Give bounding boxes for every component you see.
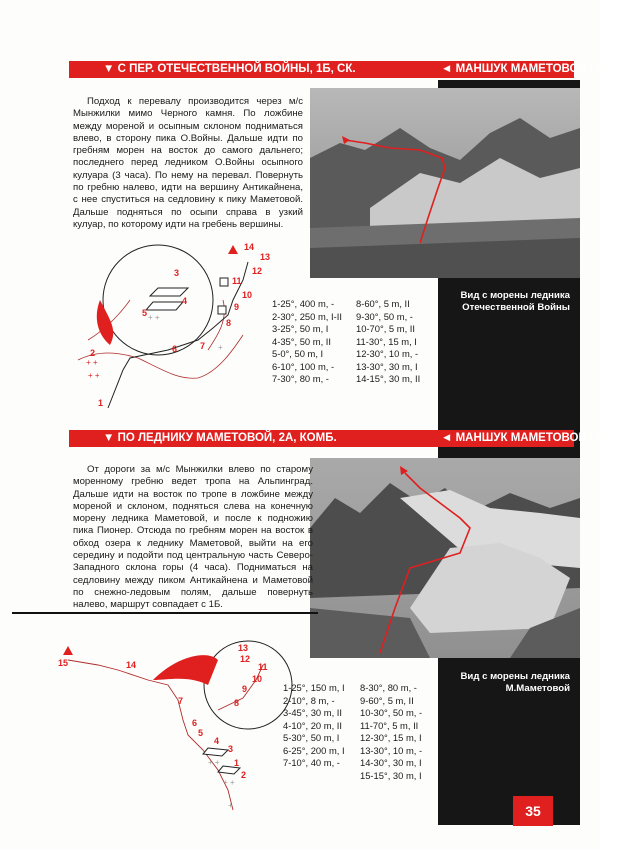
s1c1-row-6: 6-10°, 100 m, -: [272, 360, 335, 372]
svg-text:+ +: + +: [86, 358, 98, 367]
s2c2-row-3: 10-30°, 50 m, -: [360, 707, 423, 718]
diagram2-label-11: 11: [258, 662, 268, 672]
diagram2-label-4: 4: [214, 736, 220, 746]
section2-description: [73, 464, 313, 612]
diagram2-label-6: 6: [192, 718, 198, 728]
diagram1-label-13: 13: [260, 252, 271, 262]
diagram2-label-2: 2: [241, 770, 247, 780]
diagram1-label-4: 4: [182, 296, 188, 306]
diagram2-label-10: 10: [252, 674, 263, 684]
diagram1-label-7: 7: [200, 341, 206, 351]
s1c1-row-2: 2-30°, 250 m, I-II: [272, 310, 342, 322]
route-diagram-2: [58, 640, 278, 820]
s2c2-row-1: 8-30°, 80 m, -: [360, 682, 417, 693]
section1-right-title: ◄ МАНШУК МАМЕТОВОЙ (4194 М): [441, 63, 636, 75]
s2c2-row-2: 9-60°, 5 m, II: [360, 694, 414, 706]
section2-segments-col1: [283, 682, 345, 770]
section2-header: [69, 430, 636, 447]
diagram2-label-5: 5: [198, 728, 204, 738]
s2c1-row-3: 3-45°, 30 m, II: [283, 707, 342, 718]
s1c2-row-2: 9-30°, 50 m, -: [356, 310, 413, 322]
s1c1-row-1: 1-25°, 400 m, -: [272, 298, 335, 309]
s1c1-row-4: 4-35°, 50 m, II: [272, 335, 331, 347]
diagram1-label-12: 12: [252, 266, 263, 276]
caption2-line2: М.Маметовой: [505, 683, 570, 694]
svg-text:+ +: + +: [223, 778, 235, 787]
horizontal-rule: [12, 612, 318, 614]
diagram2-label-12: 12: [240, 654, 251, 664]
section1-paragraph: Подход к перевалу производится через м/с Мынжилки мимо Черного камня. По ложбине между мореной и осыпным склоном подниматься влево, в сторону пика О.Войны. Дальше идти по гребням морен на восток до самого дальнего; последнего перед ледником О.Войны осыпного кулуара (3 часа). По нему на перевал. Повернуть по гребню налево, идти на вершину Антикайнена, с нее спуститься на седловину к пику Маметовой. Дальше подняться по осыпи справа в узкий кулуар, по которому идти на гребень вершины.: [73, 96, 303, 230]
s1c2-row-7: 14-15°, 30 m, II: [356, 373, 421, 384]
svg-text:+ +: + +: [88, 371, 100, 380]
s2c1-row-7: 7-10°, 40 m, -: [283, 757, 340, 768]
caption1-line1: Вид с морены ледника: [460, 290, 570, 301]
s1c1-row-7: 7-30°, 80 m, -: [272, 373, 329, 384]
s1c2-row-3: 10-70°, 5 m, II: [356, 323, 415, 334]
svg-text:+ +: + +: [208, 758, 220, 767]
diagram2-label-7: 7: [178, 696, 184, 706]
diagram1-label-14: 14: [244, 242, 255, 252]
s1c2-row-5: 12-30°, 10 m, -: [356, 348, 419, 359]
svg-text:+ +: + +: [148, 313, 160, 322]
caption2-line1: Вид с морены ледника: [460, 671, 570, 682]
diagram1-label-5: 5: [142, 308, 148, 318]
diagram2-label-13: 13: [238, 643, 249, 653]
caption-section2: [440, 671, 570, 695]
diagram1-label-8: 8: [226, 318, 232, 328]
caption1-line2: Отечественной Войны: [462, 302, 570, 313]
s2c2-row-4: 11-70°, 5 m, II: [360, 719, 419, 731]
s2c2-row-7: 14-30°, 30 m, I: [360, 757, 422, 768]
section2-left-title: ▼ ПО ЛЕДНИКУ МАМЕТОВОЙ, 2А, КОМБ.: [103, 432, 337, 444]
s2c1-row-1: 1-25°, 150 m, I: [283, 682, 345, 693]
s1c2-row-4: 11-30°, 15 m, I: [356, 335, 417, 347]
s2c1-row-5: 5-30°, 50 m, I: [283, 732, 340, 743]
caption-section1: [440, 290, 570, 314]
section1-segments-col2: [356, 298, 420, 386]
diagram1-label-11: 11: [232, 276, 242, 286]
section2-paragraph: От дороги за м/с Мынжилки влево по старому моренному гребню ведет тропа на Альпинград. Дальше идти на восток по тропе в ложбине между мореной и склоном, подняться слева на конечную морену ледника Маметовой, и после к подножию пика Пионер. Отсюда по гребням морен на восток в обход озера к леднику Маметовой, выйти на его середину и подойти под центральную часть Северо-Западного склона горы (4 часа). Подниматься на седловину между пиком Антикайнена и Маметовой по снежно-ледовым полям, дальше повернуть налево, маршрут совпадает с 1Б.: [73, 464, 313, 611]
page-number: 35: [513, 796, 553, 826]
s2c1-row-4: 4-10°, 20 m, II: [283, 719, 342, 731]
diagram2-label-15: 15: [58, 658, 69, 668]
diagram2-label-8: 8: [234, 698, 240, 708]
s2c2-row-5: 12-30°, 15 m, I: [360, 732, 422, 743]
diagram1-label-1: 1: [98, 398, 104, 408]
diagram2-label-3: 3: [228, 744, 234, 754]
s1c1-row-5: 5-0°, 50 m, I: [272, 348, 324, 359]
s2c1-row-2: 2-10°, 8 m, -: [283, 694, 335, 706]
diagram1-label-10: 10: [242, 290, 253, 300]
route-diagram-1: [68, 240, 288, 420]
section2-right-title: ◄ МАНШУК МАМЕТОВОЙ (4194 М): [441, 432, 636, 444]
diagram1-label-3: 3: [174, 268, 180, 278]
s2c1-row-6: 6-25°, 200 m, I: [283, 744, 345, 756]
section2-segments-col2: [360, 682, 422, 782]
diagram2-label-14: 14: [126, 660, 137, 670]
section1-segments-col1: [272, 298, 342, 386]
diagram1-label-2: 2: [90, 348, 96, 358]
s1c2-row-6: 13-30°, 30 m, I: [356, 360, 418, 372]
s2c2-row-8: 15-15°, 30 m, I: [360, 769, 422, 781]
diagram2-label-9: 9: [242, 684, 248, 694]
section1-description: [73, 96, 303, 231]
diagram1-label-9: 9: [234, 302, 240, 312]
section1-left-title: ▼ С ПЕР. ОТЕЧЕСТВЕННОЙ ВОЙНЫ, 1Б, СК.: [103, 63, 356, 75]
s1c1-row-3: 3-25°, 50 m, I: [272, 323, 329, 334]
section1-header: [69, 61, 636, 78]
s2c2-row-6: 13-30°, 10 m, -: [360, 744, 423, 756]
diagram2-label-1: 1: [234, 758, 240, 768]
svg-text:+: +: [218, 343, 223, 352]
photo-lednik-mametovoy: [310, 458, 580, 658]
photo-otechestvennoy-voiny: [310, 88, 580, 278]
svg-text:+: +: [228, 801, 233, 810]
diagram1-label-6: 6: [172, 344, 178, 354]
s1c2-row-1: 8-60°, 5 m, II: [356, 298, 410, 309]
